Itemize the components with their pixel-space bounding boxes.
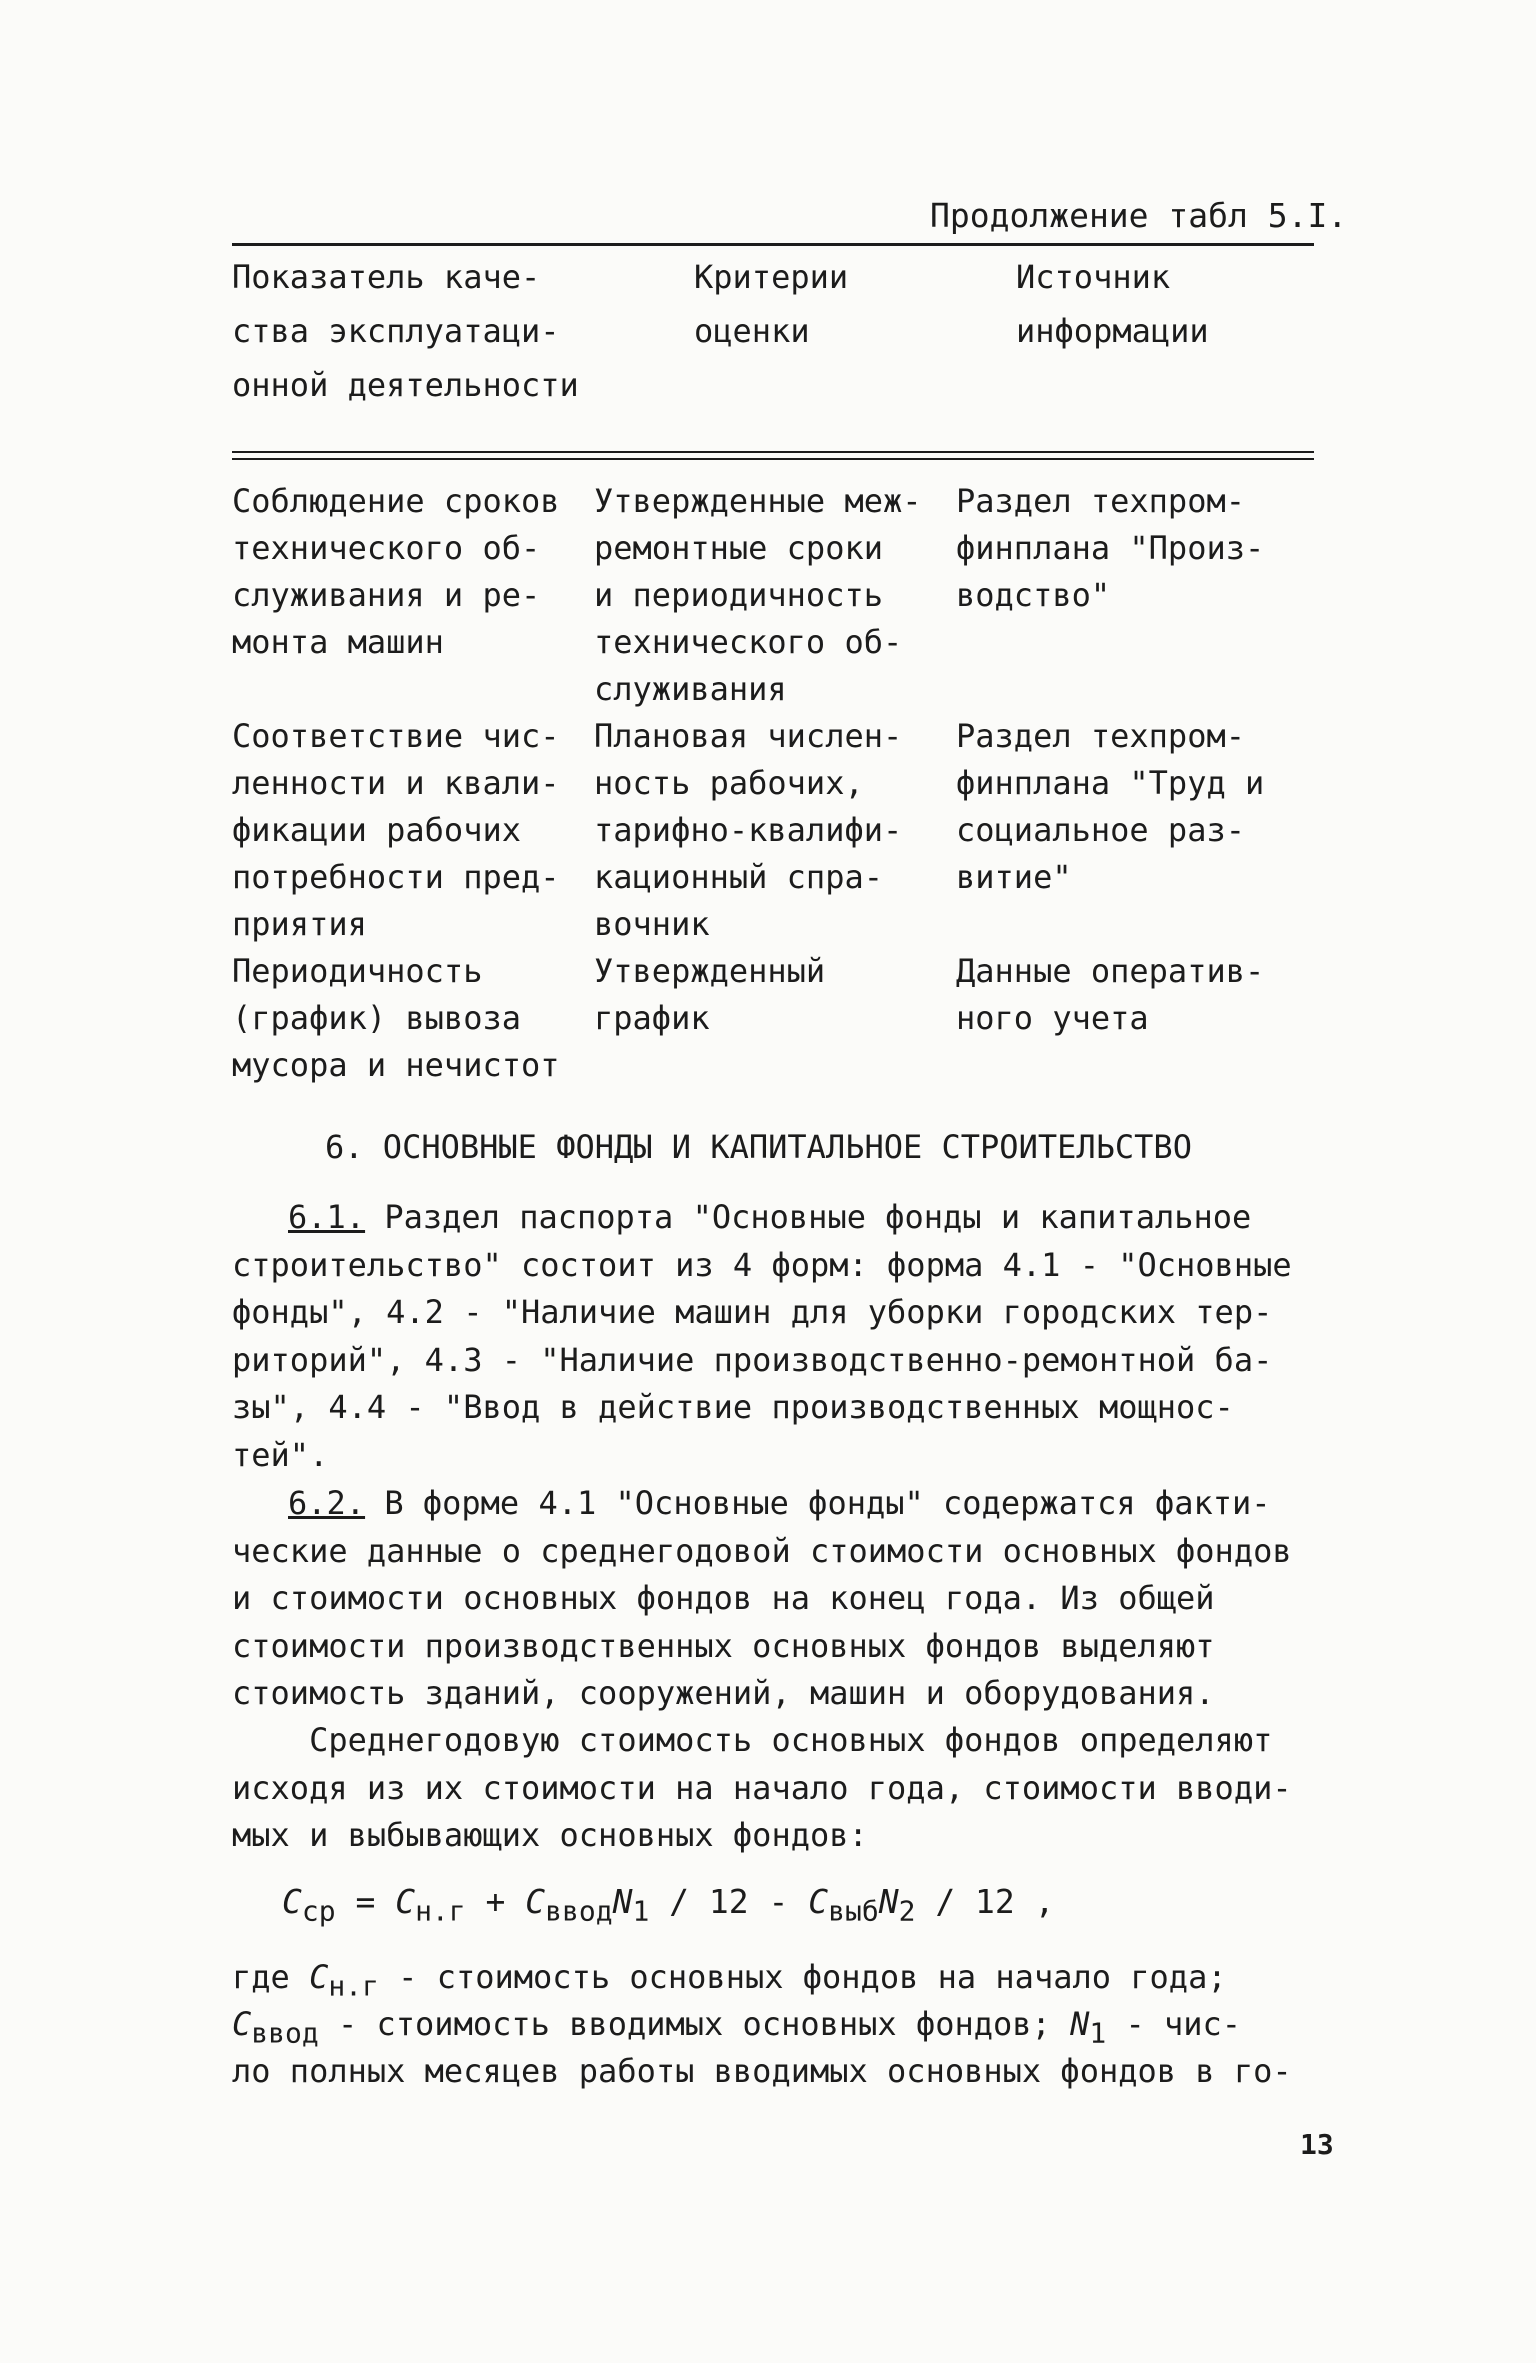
paragraph-number: 6.1. (288, 1198, 366, 1236)
table-top-rule (232, 243, 1314, 246)
page-number: 13 (1300, 2128, 1334, 2161)
row1-indicator: Соблюдение сроков технического об- служивания и ре- монта машин (232, 482, 560, 661)
row2-indicator: Соответствие чис- ленности и квали- фикации рабочих потребности пред- приятия (232, 717, 560, 943)
table-header-rule-2 (232, 458, 1314, 460)
header-criteria: Критерии оценки (694, 258, 849, 350)
row3-indicator: Периодичность (график) вывоза мусора и нечистот (232, 952, 560, 1084)
paragraph-6-2: 6.2. В форме 4.1 "Основные фонды" содержатся факти- ческие данные о среднегодовой стоимости основных фондов и стоимости основных фондов на конец года. Из общей стоимости производственных основных фондов выделяют стоимость зданий, сооружений, машин и оборудования. (232, 1484, 1292, 1712)
table-header-rule-1 (232, 451, 1314, 453)
paragraph-6-1: 6.1. Раздел паспорта "Основные фонды и капитальное строительство" состоит из 4 форм: форма 4.1 - "Основные фонды", 4.2 - "Наличие машин для уборки городских тер- риторий", 4.3 - "Наличие производственно-ремонтной ба- зы", 4.4 - "Ввод в действие производственных мощнос- тей". (232, 1198, 1292, 1474)
where-line-2: $C_{ввод}$ - стоимость вводимых основных фондов; $N_1 - чис-$ (232, 2005, 1242, 2050)
section-heading: 6. ОСНОВНЫЕ ФОНДЫ И КАПИТАЛЬНОЕ СТРОИТЕЛЬСТВО (325, 1128, 1192, 1166)
row2-source: Раздел техпром- финплана "Труд и социальное раз- витие" (956, 717, 1265, 896)
row3-criteria: Утвержденный график (594, 952, 826, 1037)
average-cost-formula: $C_{ср} = C_{н.г} + C_{ввод}N_1 / 12 - C_{выб}N_2 / 12$ , (282, 1882, 1055, 1928)
where-line-1: где $C_{н.г}$ - стоимость основных фондов на начало года; (232, 1958, 1227, 2003)
header-source: Источник информации (1016, 258, 1209, 350)
where-line-3: ло полных месяцев работы вводимых основных фондов в го- (232, 2052, 1292, 2090)
row1-source: Раздел техпром- финплана "Произ- водство" (956, 482, 1265, 614)
paragraph-number: 6.2. (288, 1484, 366, 1522)
header-indicator: Показатель каче- ства эксплуатаци- онной деятельности (232, 258, 579, 404)
paragraph-average-cost: Среднегодовую стоимость основных фондов определяют исходя из их стоимости на начало года, стоимости вводи- мых и выбывающих основных фондов: (232, 1721, 1292, 1854)
row1-criteria: Утвержденные меж- ремонтные сроки и периодичность технического об- служивания (594, 482, 922, 708)
row2-criteria: Плановая числен- ность рабочих, тарифно-квалифи- кационный спра- вочник (594, 717, 903, 943)
row3-source: Данные оператив- ного учета (956, 952, 1265, 1037)
table-continuation-label: Продолжение табл 5.I. (930, 196, 1348, 235)
